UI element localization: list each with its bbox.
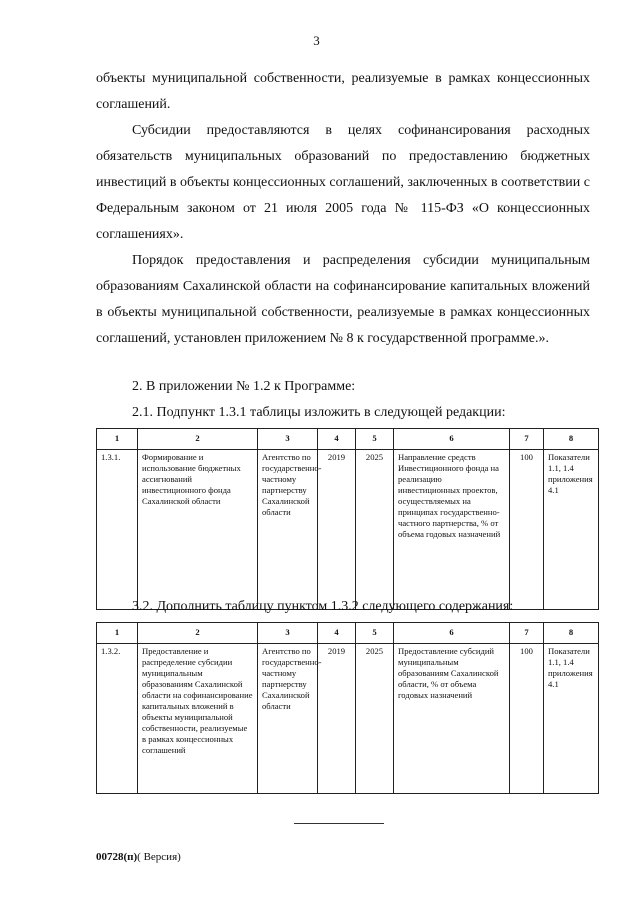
column-header: 8 <box>544 623 599 644</box>
cell-start-year: 2019 <box>318 450 356 610</box>
table-row <box>97 450 599 610</box>
paragraph-subsidies-purpose: Субсидии предоставляются в целях софинансирования расходных обязательств муниципальных образований по предоставлению бюджетных инвестиций в объекты концессионных соглашений, заключенных в соответствии с Федеральным законом от 21 июля 2005 года № 115-ФЗ «О концессионных соглашениях». <box>96 123 590 242</box>
cell-direction: Предоставление субсидий муниципальным образованиям Сахалинской области, % от объема годовых назначений <box>394 644 510 794</box>
column-header: 2 <box>138 623 258 644</box>
page-number: 3 <box>313 33 320 48</box>
table-subitem-1-3-1 <box>96 428 599 610</box>
cell-activity-name: Формирование и использование бюджетных ассигнований инвестиционного фонда Сахалинской области <box>138 450 258 610</box>
table-row <box>97 644 599 794</box>
item-2-heading: 2. В приложении № 1.2 к Программе: <box>132 379 356 394</box>
column-header: 4 <box>318 623 356 644</box>
footer-divider <box>294 823 384 824</box>
cell-target-value: 100 <box>510 450 544 610</box>
column-header: 8 <box>544 429 599 450</box>
table-subitem-1-3-2 <box>96 622 599 794</box>
column-header: 6 <box>394 429 510 450</box>
column-header: 2 <box>138 429 258 450</box>
cell-start-year: 2019 <box>318 644 356 794</box>
table-header-row <box>97 429 599 450</box>
cell-responsible-agency: Агентство по государственно-частному партнерству Сахалинской области <box>258 644 318 794</box>
cell-end-year: 2025 <box>356 450 394 610</box>
cell-indicators: Показатели 1.1, 1.4 приложения 4.1 <box>544 450 599 610</box>
table-header-row <box>97 623 599 644</box>
column-header: 5 <box>356 623 394 644</box>
column-header: 1 <box>97 623 138 644</box>
cell-target-value: 100 <box>510 644 544 794</box>
column-header: 6 <box>394 623 510 644</box>
paragraph-subsidies-procedure: Порядок предоставления и распределения субсидии муниципальным образованиям Сахалинской области на софинансирование капитальных вложений в объекты муниципальной собственности, реализуемые в рамках концессионных соглашений, установлен приложением № 8 к государственной программе.». <box>96 253 590 346</box>
cell-direction: Направление средств Инвестиционного фонда на реализацию инвестиционных проектов, осуществляемых на принципах государственно-частного партнерства, % от объема годовых назначений <box>394 450 510 610</box>
column-header: 3 <box>258 429 318 450</box>
column-header: 7 <box>510 429 544 450</box>
item-2-1-heading: 2.1. Подпункт 1.3.1 таблицы изложить в следующей редакции: <box>132 405 506 420</box>
document-code <box>96 851 181 863</box>
cell-responsible-agency: Агентство по государственно-частному партнерству Сахалинской области <box>258 450 318 610</box>
paragraph-continuation: объекты муниципальной собственности, реализуемые в рамках концессионных соглашений. <box>96 71 590 112</box>
column-header: 7 <box>510 623 544 644</box>
cell-activity-name: Предоставление и распределение субсидии муниципальным образованиям Сахалинской области на софинансирование капитальных вложений в объекты муниципальной собственности, реализуемые в рамках концессионных соглашений <box>138 644 258 794</box>
cell-indicators: Показатели 1.1, 1.4 приложения 4.1 <box>544 644 599 794</box>
column-header: 5 <box>356 429 394 450</box>
cell-number: 1.3.2. <box>97 644 138 794</box>
column-header: 3 <box>258 623 318 644</box>
cell-number: 1.3.1. <box>97 450 138 610</box>
column-header: 1 <box>97 429 138 450</box>
item-3-2-heading: 3.2. Дополнить таблицу пунктом 1.3.2 следующего содержания: <box>132 599 514 614</box>
document-code-number: 00728(п) <box>96 851 138 863</box>
column-header: 4 <box>318 429 356 450</box>
cell-end-year: 2025 <box>356 644 394 794</box>
document-version-label: ( Версия) <box>137 851 181 863</box>
